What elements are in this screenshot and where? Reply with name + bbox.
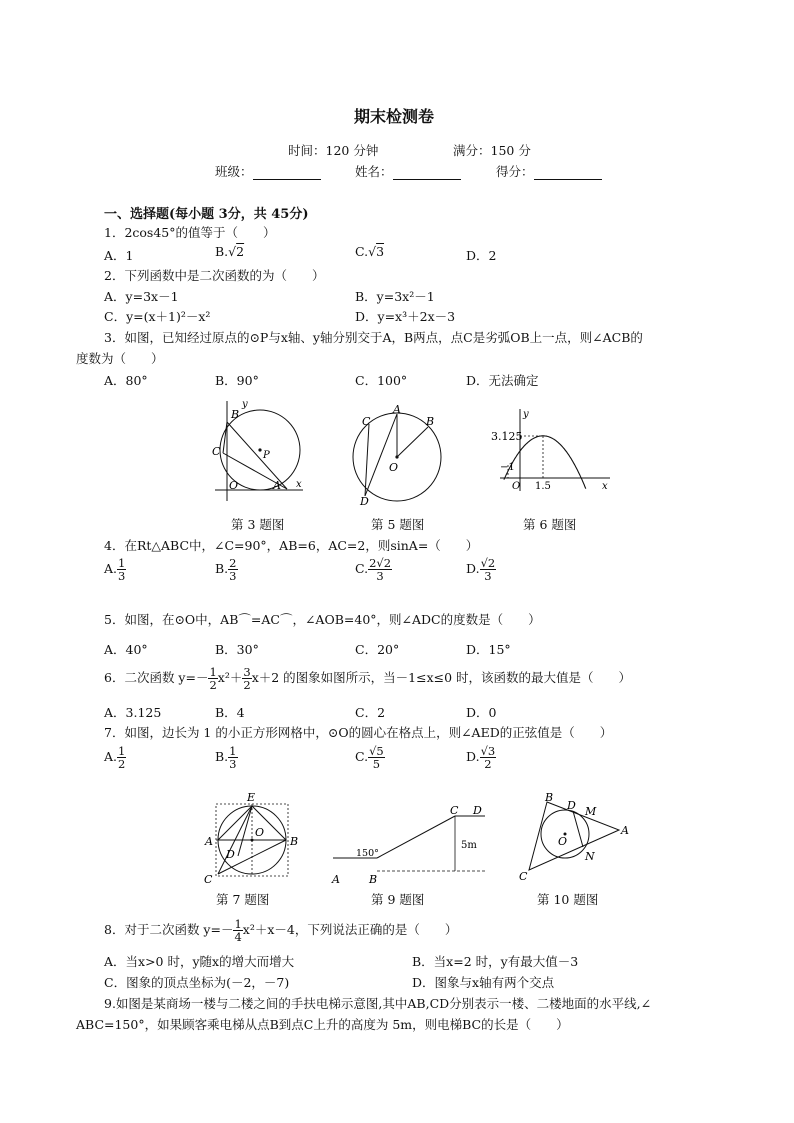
q7-b-fraction (228, 745, 237, 770)
q5-option-c: C．20° (355, 642, 400, 657)
fig5-label-d: D (360, 495, 369, 508)
q4-c-num: 2√2 (369, 556, 392, 570)
q2-option-c: C．y=(x＋1)²－x² (104, 309, 211, 324)
q6-stem-mid: x²＋ (217, 670, 243, 686)
fig3-segment-bc (223, 422, 227, 453)
fig7-center-dot (251, 839, 254, 842)
q1-b-sqrt-sign: √ (228, 244, 237, 259)
score-label: 得分： (496, 164, 534, 179)
q8-option-b: B．当x=2 时，y有最大值－3 (412, 954, 579, 969)
figure-3 (205, 395, 310, 505)
q4-c-den: 3 (376, 569, 384, 584)
q9-stem-line1: 9.如图是某商场一楼与二楼之间的手扶电梯示意图,其中AB,CD分别表示一楼、二楼地面的水平线,∠ (104, 996, 652, 1011)
q4-b-letter: B. (215, 561, 229, 577)
q7-c-den: 5 (372, 757, 381, 772)
fig3-label-o: O (229, 479, 239, 492)
q4-a-letter: A. (104, 561, 118, 577)
q4-c-fraction (368, 557, 392, 582)
fig7-label-d: D (226, 848, 235, 861)
q7-a-letter: A. (104, 749, 118, 765)
q7-option-a (104, 745, 126, 770)
q5-stem: 5．如图，在⊙O中，AB⌒=AC⌒，∠AOB=40°，则∠ADC的度数是（ ） (104, 612, 541, 627)
q7-d-den: 2 (484, 757, 492, 772)
fig9-label-angle: 150° (356, 848, 379, 859)
q1-b-letter: B. (215, 244, 229, 259)
q4-b-den: 3 (229, 569, 237, 584)
fig3-center-dot (258, 448, 261, 451)
q4-stem: 4．在Rt△ABC中，∠C=90°，AB=6，AC=2，则sinA=（ ） (104, 538, 479, 553)
q6-stem-pre: 6．二次函数 y=－ (104, 670, 209, 686)
fig10-label-c: C (519, 870, 528, 883)
fig7-label-b: B (290, 835, 299, 848)
q4-b-num: 2 (229, 556, 237, 570)
q4-option-a (104, 557, 126, 582)
fig6-label-o: O (512, 481, 521, 492)
q3-option-d: D．无法确定 (466, 373, 539, 388)
q5-option-b: B．30° (215, 642, 259, 657)
q4-d-fraction (480, 557, 497, 582)
fig9-caption: 第 9 题图 (371, 892, 425, 907)
figure-6 (490, 405, 615, 495)
q7-c-num: √5 (369, 744, 384, 758)
q1-b-radicand: 2 (236, 244, 245, 259)
q9-stem-line2: ABC=150°，如果顾客乘电梯从点B到点C上升的高度为 5m，则电梯BC的长是（ ） (76, 1017, 569, 1032)
fig5-label-c: C (362, 415, 371, 428)
q6-fraction-2 (242, 666, 251, 691)
fig5-caption: 第 5 题图 (371, 517, 425, 532)
page-title: 期末检测卷 (354, 107, 435, 126)
q7-option-d (466, 745, 496, 770)
name-label: 姓名： (355, 164, 393, 179)
q2-option-a: A．y=3x－1 (104, 289, 179, 304)
fig3-label-x: x (296, 479, 302, 490)
name-field (355, 162, 461, 180)
q3-option-b: B．90° (215, 373, 259, 388)
q1-option-b (215, 244, 244, 259)
q7-c-fraction (368, 745, 385, 770)
q7-d-num: √3 (480, 744, 496, 758)
figure-9 (325, 803, 490, 888)
fig7-label-e: E (247, 791, 256, 804)
q2-option-d: D．y=x³＋2x－3 (355, 309, 456, 324)
class-field (215, 162, 321, 180)
fig10-label-o: O (558, 835, 568, 848)
q3-stem-line2: 度数为（ ） (76, 351, 164, 366)
q8-stem-post: x²＋x－4，下列说法正确的是（ ） (242, 922, 458, 938)
fig6-label-1p5: 1.5 (535, 481, 551, 492)
q7-a-num: 1 (118, 744, 126, 758)
figure-5 (345, 395, 460, 510)
q3-stem-line1: 3．如图，已知经过原点的⊙P与x轴、y轴分别交于A，B两点，点C是劣弧OB上一点，则∠ACB的 (104, 330, 643, 345)
q7-a-fraction (117, 745, 126, 770)
score-blank[interactable] (534, 166, 602, 180)
q6-option-c: C．2 (355, 705, 386, 720)
fig3-label-y: y (242, 399, 248, 410)
q5-option-d: D．15° (466, 642, 511, 657)
q6-option-b: B．4 (215, 705, 245, 720)
q4-a-fraction (117, 557, 126, 582)
fig9-label-a: A (332, 873, 340, 886)
q6-fraction-1 (208, 666, 217, 691)
fig6-label-vertex-value: 3.125 (491, 430, 523, 443)
q6-f2-den: 2 (243, 678, 251, 693)
q7-b-den: 3 (229, 757, 237, 772)
fig7-caption: 第 7 题图 (216, 892, 270, 907)
q3-option-a: A．80° (104, 373, 148, 388)
fig9-label-d: D (473, 804, 482, 817)
q8-f-num: 1 (234, 917, 242, 931)
name-blank[interactable] (393, 166, 461, 180)
fig6-caption: 第 6 题图 (523, 517, 577, 532)
fig10-label-n: N (585, 850, 595, 863)
fig10-caption: 第 10 题图 (537, 892, 599, 907)
fig5-label-o: O (389, 461, 399, 474)
q6-option-a: A．3.125 (104, 705, 162, 720)
q4-a-num: 1 (118, 556, 126, 570)
figure-7 (200, 790, 305, 885)
q1-stem: 1．2cos45°的值等于（ ） (104, 225, 276, 240)
section-heading: 一、选择题(每小题 3分，共 45分) (104, 207, 309, 222)
q1-c-radicand: 3 (376, 244, 385, 259)
q4-d-den: 3 (484, 569, 492, 584)
q8-option-a: A．当x>0 时，y随x的增大而增大 (104, 954, 295, 969)
q6-f2-num: 3 (243, 665, 251, 679)
fig10-label-m: M (585, 805, 597, 818)
q5-option-a: A．40° (104, 642, 148, 657)
q8-fraction (233, 918, 242, 943)
q6-f1-den: 2 (209, 678, 217, 693)
fig9-escalator-bc (377, 816, 455, 858)
fig10-label-d: D (567, 799, 576, 812)
q7-d-fraction (480, 745, 497, 770)
q7-option-b (215, 745, 238, 770)
q8-option-c: C．图象的顶点坐标为(－2，－7) (104, 975, 290, 990)
q8-stem-pre: 8．对于二次函数 y=－ (104, 922, 234, 938)
q1-c-letter: C. (355, 244, 369, 259)
fig5-segment-cd (365, 424, 369, 496)
fig5-center-dot (395, 455, 398, 458)
q6-stem (104, 666, 631, 691)
fig6-label-minus1: −1 (500, 462, 515, 473)
score-field (496, 162, 602, 180)
fig10-label-b: B (545, 791, 554, 804)
figure-10 (515, 790, 635, 885)
class-blank[interactable] (253, 166, 321, 180)
fig9-label-height: 5m (461, 840, 477, 851)
fig9-label-b: B (369, 873, 378, 886)
fig7-label-o: O (255, 826, 265, 839)
q4-a-den: 3 (118, 569, 126, 584)
q6-option-d: D．0 (466, 705, 497, 720)
q2-option-b: B．y=3x²－1 (355, 289, 435, 304)
q1-option-a: A．1 (104, 248, 134, 263)
q4-d-num: √2 (480, 556, 496, 570)
q4-c-letter: C. (355, 561, 369, 577)
fig5-label-a: A (393, 403, 401, 416)
q7-a-den: 2 (118, 757, 126, 772)
fig7-label-c: C (204, 873, 213, 885)
q8-stem (104, 918, 457, 943)
exam-time: 时间：120 分钟 (288, 143, 379, 158)
q8-option-d: D．图象与x轴有两个交点 (412, 975, 555, 990)
fig3-label-p: P (263, 450, 270, 461)
fig6-label-y: y (523, 409, 529, 420)
fig3-label-b: B (231, 408, 240, 421)
q4-b-fraction (228, 557, 237, 582)
q6-stem-post: x＋2 的图象如图所示，当－1≤x≤0 时，该函数的最大值是（ ） (251, 670, 632, 686)
q4-d-letter: D. (466, 561, 480, 577)
q6-f1-num: 1 (209, 665, 217, 679)
q3-option-c: C．100° (355, 373, 408, 388)
q4-option-b (215, 557, 238, 582)
q2-stem: 2．下列函数中是二次函数的为（ ） (104, 268, 325, 283)
q1-c-sqrt-sign: √ (368, 244, 377, 259)
q1-option-c (355, 244, 384, 259)
q7-stem: 7．如图，边长为 1 的小正方形网格中，⊙O的圆心在格点上，则∠AED的正弦值是（ ） (104, 725, 613, 740)
q4-option-c (355, 557, 392, 582)
fig7-label-a: A (205, 835, 213, 848)
q7-option-c (355, 745, 385, 770)
q1-option-d: D．2 (466, 248, 497, 263)
fig9-label-c: C (450, 804, 459, 817)
q7-b-letter: B. (215, 749, 229, 765)
q4-option-d (466, 557, 496, 582)
fig3-label-a: A (273, 479, 281, 492)
fig3-caption: 第 3 题图 (231, 517, 285, 532)
q7-d-letter: D. (466, 749, 480, 765)
fig5-segment-ob (397, 427, 428, 457)
class-label: 班级： (215, 164, 253, 179)
q8-f-den: 4 (234, 930, 242, 945)
q7-c-letter: C. (355, 749, 369, 765)
q7-b-num: 1 (229, 744, 237, 758)
fig6-label-x: x (602, 481, 608, 492)
exam-full-score: 满分：150 分 (453, 143, 531, 158)
fig3-label-c: C (212, 445, 221, 458)
fig5-label-b: B (426, 415, 435, 428)
fig10-label-a: A (621, 824, 629, 837)
